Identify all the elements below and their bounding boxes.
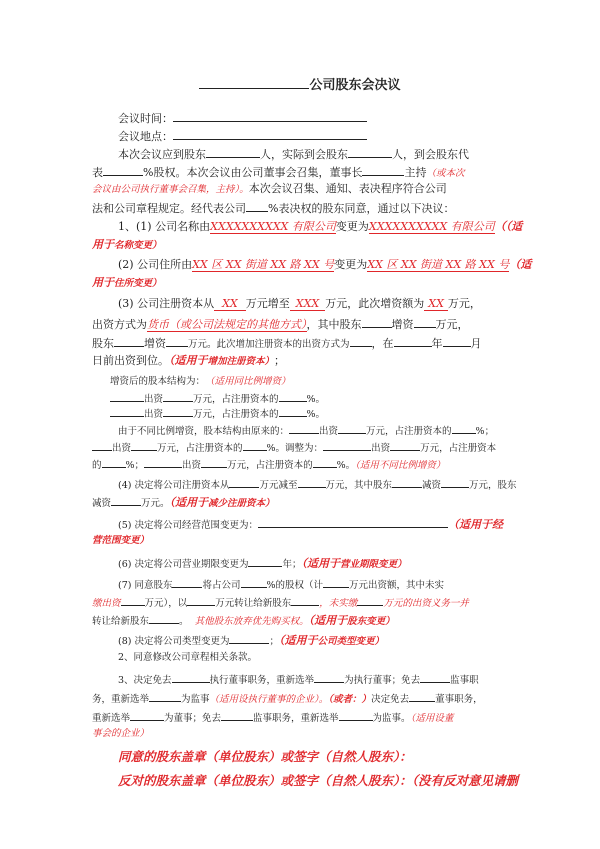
- elect-exec[interactable]: [314, 671, 344, 683]
- np-pct-2[interactable]: [243, 439, 267, 451]
- company-type-field[interactable]: [229, 632, 269, 644]
- np-holder-2[interactable]: [92, 439, 112, 451]
- chairman-blank[interactable]: [362, 164, 404, 176]
- new-holder-2[interactable]: [149, 612, 179, 624]
- vote-percent-blank[interactable]: [246, 200, 268, 212]
- np-amount-1[interactable]: [338, 422, 366, 434]
- item7-line-1: (7) 同意股东 将占公司 %的股权（计 万元出资额，其中未实: [118, 576, 554, 593]
- intro-line-3: 会议由公司执行董事会召集，主持）。本次会议召集、通知、表决程序符合公司: [92, 182, 447, 195]
- np-pct-3[interactable]: [102, 456, 126, 468]
- remove-director[interactable]: [409, 690, 435, 702]
- transfer-pct[interactable]: [241, 576, 267, 588]
- struct-row-2: 出资 万元，占注册资本的 %。: [110, 405, 546, 422]
- np-holder-1[interactable]: [289, 422, 319, 434]
- increase-amount-b[interactable]: [166, 335, 188, 347]
- meeting-time-label: 会议时间：: [118, 112, 173, 125]
- item4-line-2: 减资 万元。（适用于减少注册资本）: [92, 496, 275, 509]
- intro-line-1: 本次会议应到股东 人，实际到会股东 人，到会股东代: [118, 148, 469, 161]
- np-pct-4[interactable]: [313, 456, 337, 468]
- meeting-place-row: [118, 128, 554, 144]
- struct-amount-2[interactable]: [163, 405, 193, 417]
- item6: (6) 决定将公司营业期限变更为 年；（适用于营业期限变更）: [118, 557, 407, 570]
- item7-line-3: 转让给新股东 。 其他股东放弃优先购买权。（适用于股东变更）: [92, 614, 395, 627]
- month-blank[interactable]: [443, 335, 471, 347]
- elect-director[interactable]: [130, 709, 164, 721]
- nonprop-line-3: 的 %； 出资 万元，占注册资本的 %。（适用不同比例增资）: [92, 456, 528, 473]
- item-3-line-4: 事会的企业）: [92, 728, 150, 739]
- item8: (8) 决定将公司类型变更为 ；（适用于公司类型变更）: [118, 634, 385, 647]
- transfer-price[interactable]: [187, 594, 215, 606]
- struct-pct-2[interactable]: [279, 405, 307, 417]
- doc-title: [0, 74, 600, 93]
- intro-line-4: 法和公司章程规定。经代表公司 %表决权的股东同意，通过以下决议：: [92, 202, 455, 215]
- company-name-blank[interactable]: [199, 77, 309, 89]
- shareholder-blank-b[interactable]: [114, 335, 144, 347]
- item3-line-2: 出资方式为货币（或公司法规定的其他方式），其中股东 增资 万元，: [92, 318, 469, 331]
- reduce-to[interactable]: [298, 476, 326, 488]
- meeting-place-label: 会议地点：: [118, 130, 173, 143]
- meeting-place-field[interactable]: [173, 128, 367, 140]
- elect-supervisor-2[interactable]: [339, 709, 373, 721]
- item4-line-1: (4) 决定将公司注册资本从 万元减至 万元，其中股东 减资 万元，股东: [118, 476, 554, 493]
- item3-line-1: (3) 公司注册资本从 XX 万元增至 XXX 万元，此次增资额为 XX 万元，: [118, 297, 481, 310]
- struct-holder-1[interactable]: [110, 390, 144, 402]
- item-3-line-3: 重新选举 为董事；免去 监事职务，重新选举 为监事。（适用设董: [92, 709, 528, 726]
- struct-holder-2[interactable]: [110, 405, 144, 417]
- shareholders-present-blank[interactable]: [348, 146, 392, 158]
- struct-pct-1[interactable]: [279, 390, 307, 402]
- nonprop-line-1: 由于不同比例增资，股本结构由原来的： 出资 万元，占注册资本的 %；: [118, 422, 554, 439]
- sign-agree: 同意的股东盖章（单位股东）或签字（自然人股东）：: [118, 749, 412, 764]
- transfer-holder[interactable]: [172, 576, 202, 588]
- np-amount-2[interactable]: [131, 439, 157, 451]
- np-holder-3[interactable]: [323, 439, 371, 451]
- sign-oppose: 反对的股东盖章（单位股东）或签字（自然人股东）：（没有反对意见请删: [118, 773, 519, 788]
- struct-head: 增资后的股本结构为：（适用同比例增资）: [110, 376, 291, 387]
- np-amount-3[interactable]: [390, 439, 420, 451]
- reduce-amount-a[interactable]: [441, 476, 469, 488]
- item1-name-change: 1、(1) 公司名称由XXXXXXXXXX 有限公司变更为XXXXXXXXXX 有限公司（（适: [118, 220, 523, 233]
- meeting-time-field[interactable]: [173, 110, 367, 122]
- struct-row-1: 出资 万元，占注册资本的 %。: [110, 390, 546, 407]
- business-scope-field[interactable]: [258, 516, 448, 528]
- item3-line-3: 股东 增资 万元。此次增加注册资本的出资方式为 ，在 年 月: [92, 337, 482, 350]
- item2-note: 用于住所变更）: [92, 276, 162, 289]
- term-years[interactable]: [248, 555, 282, 567]
- item-3-line-1: 3、决定免去 执行董事职务，重新选举 为执行董事；免去 监事职: [118, 671, 554, 688]
- np-pct-1[interactable]: [452, 422, 476, 434]
- unpaid-transfer[interactable]: [357, 594, 383, 606]
- equity-percent-blank[interactable]: [103, 164, 143, 176]
- item5-line-2: 营范围变更）: [92, 535, 150, 546]
- new-holder[interactable]: [291, 594, 319, 606]
- item7-line-2: 缴出资 万元），以 万元转让给新股东 ，未实缴 万元的出资义务一并: [92, 594, 528, 611]
- reduce-from[interactable]: [229, 476, 259, 488]
- reduce-holder-a[interactable]: [392, 476, 422, 488]
- payment-method-blank[interactable]: [350, 335, 372, 347]
- remove-supervisor[interactable]: [420, 671, 450, 683]
- item5-line-1: (5) 决定将公司经营范围变更为： （适用于经: [118, 518, 503, 531]
- remove-supervisor-2[interactable]: [221, 709, 253, 721]
- item-3-line-2: 务，重新选举 为监事（适用设执行董事的企业）。（或者：）决定免去 董事职务，: [92, 690, 528, 707]
- nonprop-line-2: 出资 万元，占注册资本的 %。调整为： 出资 万元，占注册资本: [92, 439, 528, 456]
- transfer-capital[interactable]: [323, 576, 349, 588]
- shareholders-due-blank[interactable]: [206, 146, 260, 158]
- item-2-bylaws: 2、同意修改公司章程相关条款。: [118, 652, 258, 663]
- title-text: 公司股东会决议: [309, 78, 401, 93]
- shareholder-blank-a[interactable]: [362, 316, 392, 328]
- item2-address-change: (2) 公司住所由XX 区 XX 街道 XX 路 XX 号变更为XX 区 XX 街道 XX 路 XX 号（适: [118, 258, 532, 271]
- item3-line-4: 日前出资到位。（适用于增加注册资本）；: [92, 354, 286, 367]
- remove-exec[interactable]: [172, 671, 210, 683]
- np-holder-4[interactable]: [144, 456, 182, 468]
- intro-line-2: 表 %股权。本次会议由公司董事会召集，董事长 主持（或本次: [92, 166, 465, 179]
- item1-note: 用于名称变更）: [92, 238, 162, 251]
- year-blank[interactable]: [394, 335, 432, 347]
- meeting-time-row: [118, 110, 554, 126]
- reduce-amount-b[interactable]: [111, 494, 141, 506]
- increase-amount-a[interactable]: [414, 316, 436, 328]
- struct-amount-1[interactable]: [163, 390, 193, 402]
- np-amount-4[interactable]: [201, 456, 227, 468]
- elect-supervisor[interactable]: [149, 690, 181, 702]
- unpaid-capital[interactable]: [121, 594, 145, 606]
